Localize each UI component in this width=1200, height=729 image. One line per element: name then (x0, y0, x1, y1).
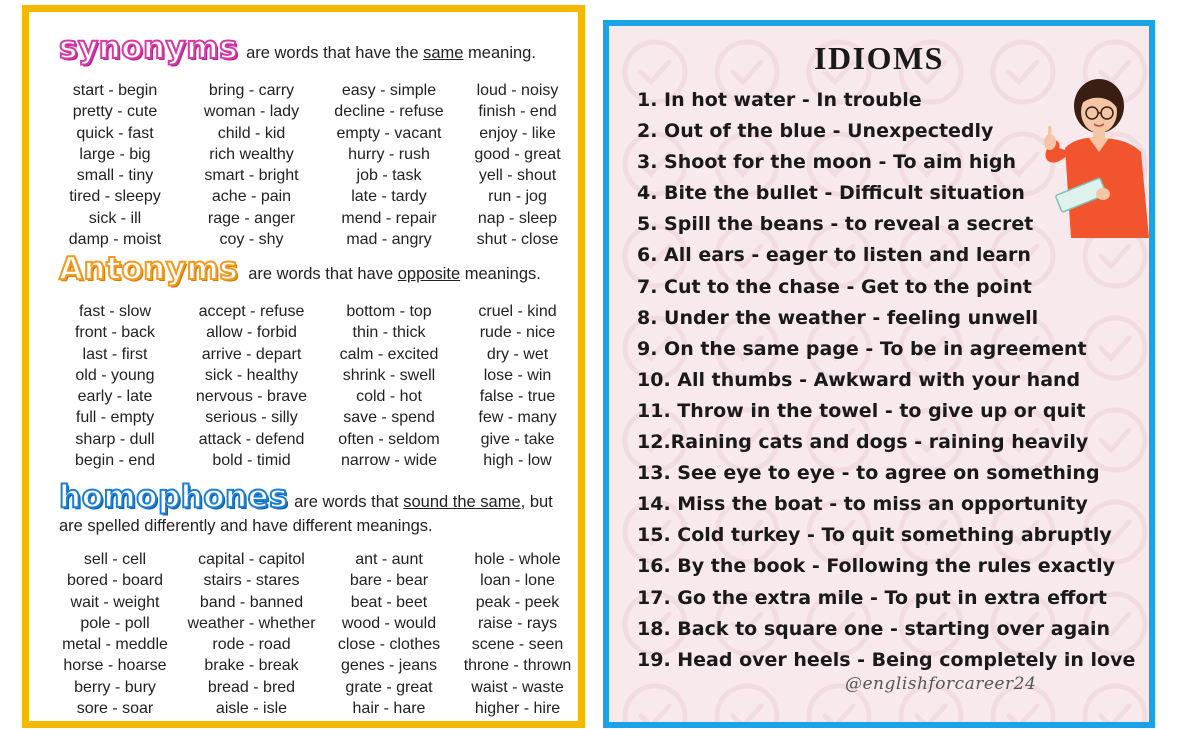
homophones-pair: higher - hire (474, 700, 561, 718)
synonyms-pair: sick - ill (88, 209, 142, 227)
synonyms-pair: mend - repair (341, 209, 437, 227)
synonyms-pair: child - kid (217, 124, 286, 142)
synonyms-pair: start - begin (72, 82, 158, 99)
homophones-pair: weather - whether (187, 614, 316, 632)
antonyms-pair: sick - healthy (204, 366, 299, 384)
antonyms-pair: begin - end (74, 452, 156, 470)
homophones-pair: hair - hare (352, 700, 426, 718)
homophones-grid (46, 549, 576, 719)
synonyms-pair: large - big (79, 145, 151, 163)
synonyms-pair: run - jog (488, 188, 547, 206)
synonyms-description: are words that have the same meaning. (246, 44, 536, 62)
synonyms-pair: mad - angry (346, 231, 432, 249)
synonyms-pair: late - tardy (351, 188, 427, 206)
homophones-pair: bare - bear (349, 572, 429, 590)
homophones-pair: bored - board (66, 572, 164, 590)
synonyms-pair: rich wealthy (209, 145, 294, 163)
antonyms-header (59, 251, 541, 287)
synonyms-pair: coy - shy (219, 231, 284, 249)
homophones-pair: scene - seen (471, 636, 564, 654)
homophones-pair: brake - break (204, 657, 299, 675)
synonyms-pair: woman - lady (203, 103, 300, 121)
synonyms-pair: shut - close (476, 231, 559, 249)
synonyms-pair: rage - anger (207, 209, 296, 227)
idiom-item: 5. Spill the beans - to reveal a secret (637, 213, 1034, 236)
homophones-pair: raise - rays (477, 614, 558, 632)
homophones-pair: genes - jeans (340, 657, 438, 675)
homophones-pair: berry - bury (74, 678, 156, 696)
idioms-list (637, 85, 1155, 676)
synonyms-pair: nap - sleep (477, 209, 558, 227)
homophones-pair: capital - capitol (198, 551, 305, 568)
homophones-pair: horse - hoarse (63, 657, 167, 675)
synonyms-pair: hurry - rush (348, 145, 430, 163)
synonyms-header (59, 30, 536, 66)
antonyms-pair: accept - refuse (198, 303, 305, 320)
idiom-item: 6. All ears - eager to listen and learn (637, 244, 1031, 267)
antonyms-pair: lose - win (483, 366, 552, 384)
antonyms-pair: cruel - kind (478, 303, 557, 320)
idiom-item: 14. Miss the boat - to miss an opportunity (637, 493, 1088, 516)
homophones-pair: ant - aunt (355, 551, 423, 568)
homophones-pair: throne - thrown (463, 657, 572, 675)
antonyms-pair: thin - thick (352, 324, 426, 342)
synonyms-pair: tired - sleepy (69, 188, 161, 206)
idiom-item: 8. Under the weather - feeling unwell (637, 306, 1039, 329)
homophones-pair: peak - peek (475, 593, 560, 611)
idiom-item: 1. In hot water - In trouble (637, 89, 922, 111)
homophones-pair: rode - road (212, 636, 291, 654)
antonyms-pair: early - late (77, 388, 153, 406)
antonyms-pair: false - true (479, 388, 556, 406)
homophones-heading: homophones (59, 479, 289, 515)
synonyms-pair: good - great (474, 145, 561, 163)
antonyms-pair: give - take (480, 430, 555, 448)
homophones-pair: pole - poll (80, 614, 150, 632)
homophones-pair: aisle - isle (215, 700, 288, 718)
antonyms-pair: front - back (74, 324, 156, 342)
homophones-pair: metal - meddle (62, 636, 168, 654)
idiom-item: 4. Bite the bullet - Difficult situation (637, 182, 1025, 205)
homophones-description: are words that sound the same, but (294, 493, 553, 511)
synonyms-pair: enjoy - like (479, 124, 556, 142)
synonyms-pair: loud - noisy (476, 82, 559, 99)
homophones-pair: loan - lone (480, 572, 555, 590)
antonyms-pair: fast - slow (78, 303, 151, 320)
antonyms-pair: allow - forbid (206, 324, 297, 342)
homophones-pair: band - banned (199, 593, 304, 611)
idiom-item: 15. Cold turkey - To quit something abruptly (637, 524, 1112, 547)
synonyms-pair: job - task (356, 167, 422, 185)
idiom-item: 19. Head over heels - Being completely in love (637, 648, 1136, 671)
idiom-item: 12.Raining cats and dogs - raining heavily (637, 431, 1089, 454)
antonyms-pair: serious - silly (205, 409, 298, 427)
synonyms-heading: synonyms (59, 30, 239, 66)
vocabulary-panel (22, 5, 585, 728)
antonyms-pair: last - first (82, 345, 148, 363)
signature: @englishforcareer24 (845, 674, 1037, 694)
antonyms-pair: save - spend (343, 409, 435, 427)
idioms-panel (603, 20, 1155, 728)
antonyms-description: are words that have opposite meanings. (248, 265, 541, 283)
homophones-description-line2: are spelled differently and have different meanings. (59, 517, 433, 535)
antonyms-pair: high - low (483, 452, 552, 470)
homophones-pair: wood - would (341, 614, 437, 632)
antonyms-pair: arrive - depart (201, 345, 302, 363)
idiom-item: 17. Go the extra mile - To put in extra effort (637, 586, 1107, 609)
idiom-item: 3. Shoot for the moon - To aim high (637, 151, 1017, 174)
idiom-item: 7. Cut to the chase - Get to the point (637, 275, 1032, 298)
idiom-item: 11. Throw in the towel - to give up or quit (637, 399, 1086, 422)
synonyms-pair: easy - simple (341, 82, 437, 99)
homophones-pair: sore - soar (76, 700, 154, 718)
homophones-pair: wait - weight (70, 593, 160, 611)
homophones-header (59, 479, 579, 536)
antonyms-heading: Antonyms (59, 251, 239, 287)
antonyms-pair: dry - wet (486, 345, 549, 363)
homophones-pair: grate - great (345, 678, 433, 696)
antonyms-pair: often - seldom (338, 430, 440, 448)
idiom-item: 13. See eye to eye - to agree on something (637, 462, 1100, 485)
antonyms-pair: cold - hot (356, 388, 422, 406)
antonyms-pair: bold - timid (212, 452, 291, 470)
synonyms-grid (46, 80, 576, 250)
antonyms-pair: narrow - wide (340, 452, 438, 470)
synonyms-pair: yell - shout (478, 167, 557, 185)
antonyms-pair: old - young (75, 366, 155, 384)
antonyms-pair: rude - nice (479, 324, 556, 342)
antonyms-grid (46, 301, 576, 471)
synonyms-pair: finish - end (478, 103, 557, 121)
idiom-item: 18. Back to square one - starting over again (637, 617, 1111, 640)
synonyms-pair: bring - carry (208, 82, 295, 99)
synonyms-pair: damp - moist (68, 231, 162, 249)
antonyms-pair: calm - excited (339, 345, 439, 363)
synonyms-pair: small - tiny (76, 167, 154, 185)
antonyms-pair: shrink - swell (342, 366, 436, 384)
homophones-pair: close - clothes (337, 636, 441, 654)
synonyms-pair: quick - fast (76, 124, 154, 142)
synonyms-pair: decline - refuse (334, 103, 444, 121)
antonyms-pair: full - empty (75, 409, 155, 427)
idioms-title: IDIOMS (814, 40, 944, 76)
synonyms-pair: ache - pain (211, 188, 292, 206)
idiom-item: 16. By the book - Following the rules exactly (637, 555, 1116, 578)
antonyms-pair: sharp - dull (75, 430, 155, 448)
homophones-pair: beat - beet (350, 593, 428, 611)
antonyms-pair: nervous - brave (195, 388, 308, 406)
antonyms-pair: bottom - top (346, 303, 432, 320)
idiom-item: 9. On the same page - To be in agreement (637, 337, 1087, 360)
antonyms-pair: few - many (478, 409, 557, 427)
homophones-pair: bread - bred (207, 678, 296, 696)
idiom-item: 10. All thumbs - Awkward with your hand (637, 368, 1081, 391)
homophones-pair: sell - cell (83, 551, 147, 568)
homophones-pair: waist - waste (471, 678, 564, 696)
antonyms-pair: attack - defend (198, 430, 305, 448)
synonyms-pair: empty - vacant (336, 124, 442, 142)
synonyms-pair: smart - bright (204, 167, 299, 185)
homophones-pair: stairs - stares (203, 572, 300, 590)
homophones-pair: hole - whole (474, 551, 561, 568)
idiom-item: 2. Out of the blue - Unexpectedly (637, 120, 994, 143)
synonyms-pair: pretty - cute (72, 103, 158, 121)
